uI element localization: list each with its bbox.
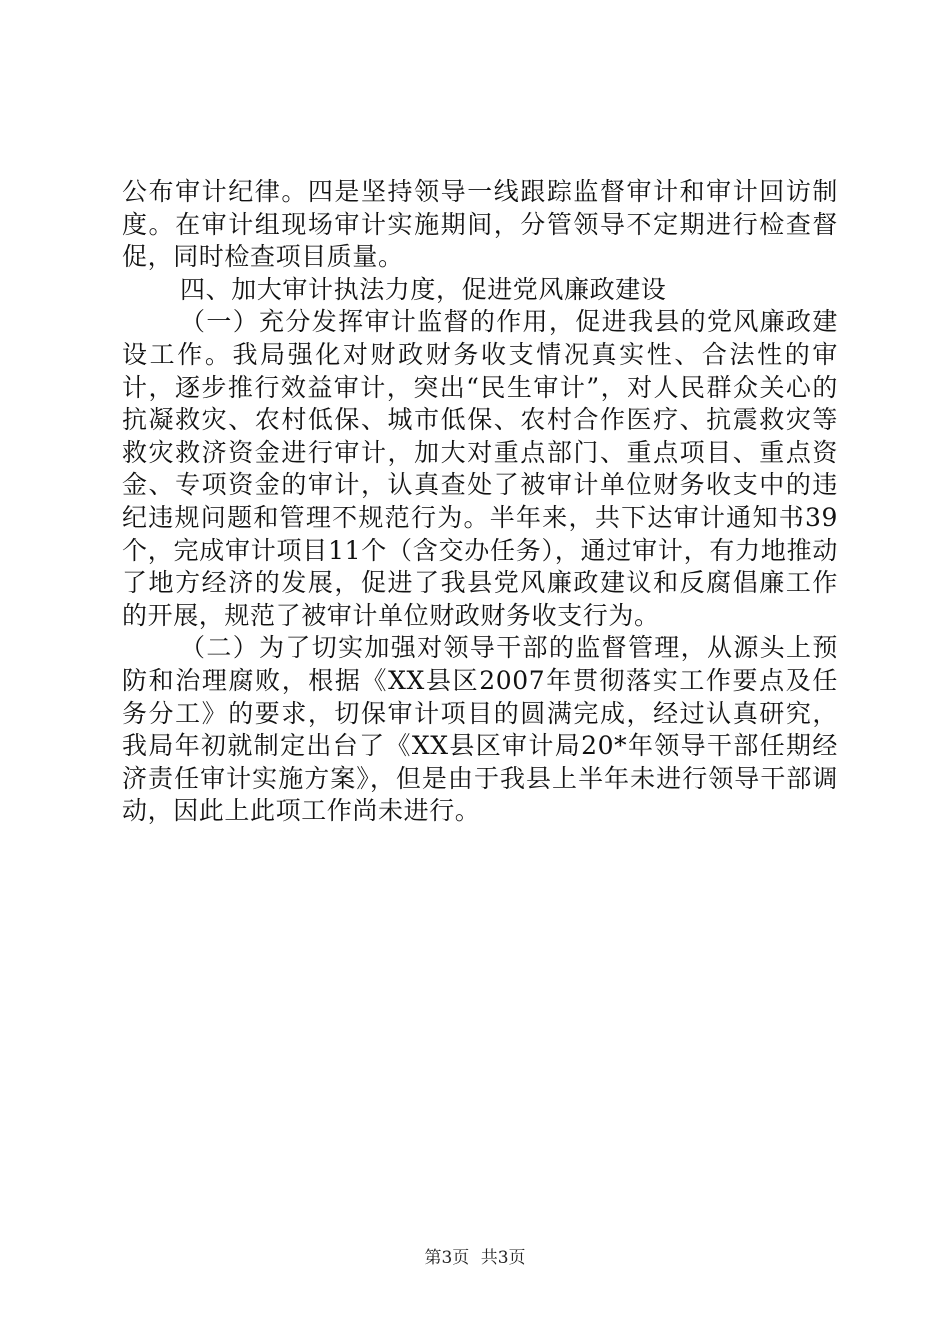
document-body	[122, 176, 838, 828]
section-heading: 四、加大审计执法力度，促进党风廉政建设	[180, 274, 667, 304]
paragraph-item-2: （二）为了切实加强对领导干部的监督管理，从源头上预防和治理腐败，根据《XX县区2007年贯彻落实工作要点及任务分工》的要求，切保审计项目的圆满完成，经过认真研究，我局年初就制定出台了《XX县区审计局20*年领导干部任期经济责任审计实施方案》，但是由于我县上半年未进行领导干部调动，因此上此项工作尚未进行。	[122, 633, 838, 826]
page-number: 第3页	[424, 1248, 470, 1268]
paragraph-continuation: 公布审计纪律。四是坚持领导一线跟踪监督审计和审计回访制度。在审计组现场审计实施期间，分管领导不定期进行检查督促，同时检查项目质量。	[122, 177, 838, 272]
page-total: 共3页	[480, 1248, 526, 1268]
page-footer	[0, 1243, 950, 1268]
paragraph-item-1: （一）充分发挥审计监督的作用，促进我县的党风廉政建设工作。我局强化对财政财务收支情况真实性、合法性的审计，逐步推行效益审计，突出“民生审计”，对人民群众关心的抗凝救灾、农村低保、城市低保、农村合作医疗、抗震救灾等救灾救济资金进行审计，加大对重点部门、重点项目、重点资金、专项资金的审计，认真查处了被审计单位财务收支中的违纪违规问题和管理不规范行为。半年来，共下达审计通知书39个，完成审计项目11个（含交办任务），通过审计，有力地推动了地方经济的发展，促进了我县党风廉政建议和反腐倡廉工作的开展，规范了被审计单位财政财务收支行为。	[122, 307, 838, 630]
